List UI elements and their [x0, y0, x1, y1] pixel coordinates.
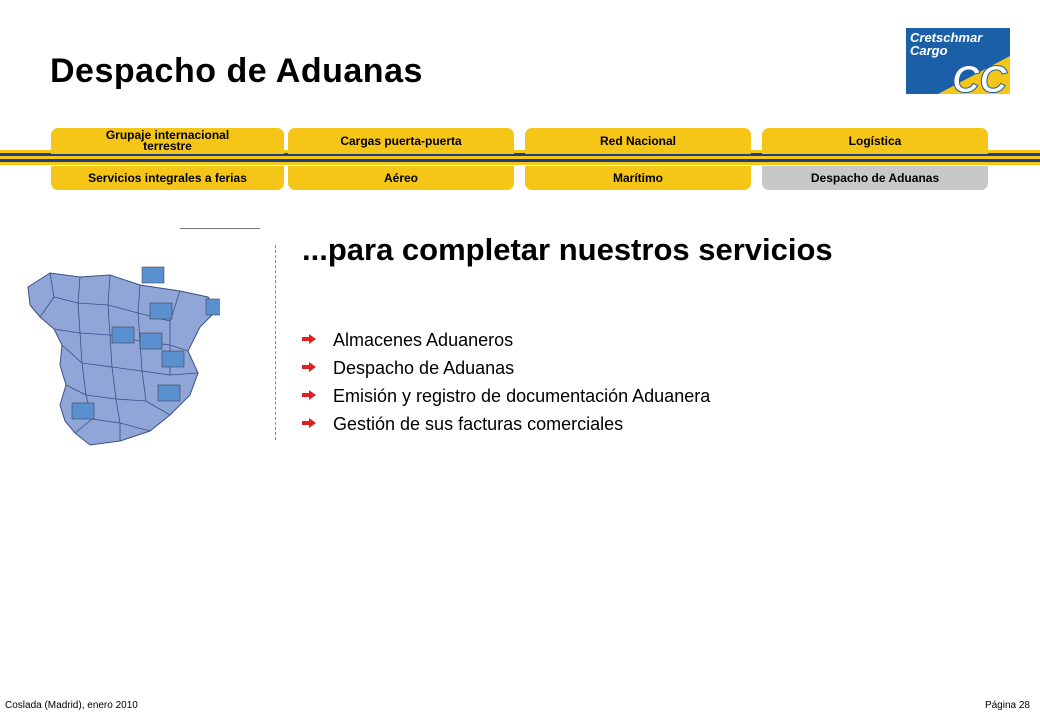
arrow-right-icon: [302, 334, 316, 344]
page-title: Despacho de Aduanas: [50, 52, 423, 90]
services-list: [302, 326, 710, 438]
logo-text-line1: Cretschmar: [910, 30, 983, 45]
list-item-text: Despacho de Aduanas: [333, 358, 515, 378]
list-item: [302, 354, 710, 382]
arrow-right-icon: [302, 418, 316, 428]
company-logo: [906, 28, 1010, 94]
tab-despacho-aduanas[interactable]: [762, 166, 988, 190]
tab-servicios-ferias[interactable]: [51, 166, 284, 190]
arrow-right-icon: [302, 362, 316, 372]
svg-text:CC: CC: [952, 59, 1007, 94]
list-item-text: Emisión y registro de documentación Aduanera: [333, 386, 711, 406]
arrow-right-icon: [302, 390, 316, 400]
vertical-separator: [275, 245, 276, 440]
tab-logistica-label: Logística: [848, 134, 902, 148]
tab-maritimo[interactable]: [525, 166, 751, 190]
list-item-text: Almacenes Aduaneros: [333, 330, 514, 350]
footer-location-date: Coslada (Madrid), enero 2010: [5, 700, 138, 711]
logo-text-line2: Cargo: [910, 43, 948, 58]
tab-cargas[interactable]: [288, 128, 514, 154]
tab-maritimo-label: Marítimo: [612, 171, 663, 185]
section-subtitle: ...para completar nuestros servicios: [302, 232, 833, 267]
tab-cargas-label: Cargas puerta-puerta: [340, 134, 462, 148]
list-item: [302, 382, 710, 410]
divider-line: [180, 228, 260, 229]
list-item-text: Gestión de sus facturas comerciales: [333, 414, 624, 434]
tab-red-nacional-label: Red Nacional: [599, 134, 677, 148]
tab-servicios-ferias-label: Servicios integrales a ferias: [88, 171, 247, 185]
tab-grupaje[interactable]: [51, 128, 284, 154]
cc-logo-icon: [938, 56, 1010, 94]
list-item: [302, 326, 710, 354]
tab-logistica[interactable]: [762, 128, 988, 154]
tab-despacho-aduanas-label: Despacho de Aduanas: [810, 171, 940, 185]
footer-page-number: Página 28: [984, 700, 1030, 711]
spain-map-image: [20, 255, 220, 455]
tab-aereo-label: Aéreo: [383, 171, 418, 185]
tab-grupaje-label: Grupaje internacional terrestre: [105, 128, 230, 153]
tab-aereo[interactable]: [288, 166, 514, 190]
tab-red-nacional[interactable]: [525, 128, 751, 154]
list-item: [302, 410, 710, 438]
